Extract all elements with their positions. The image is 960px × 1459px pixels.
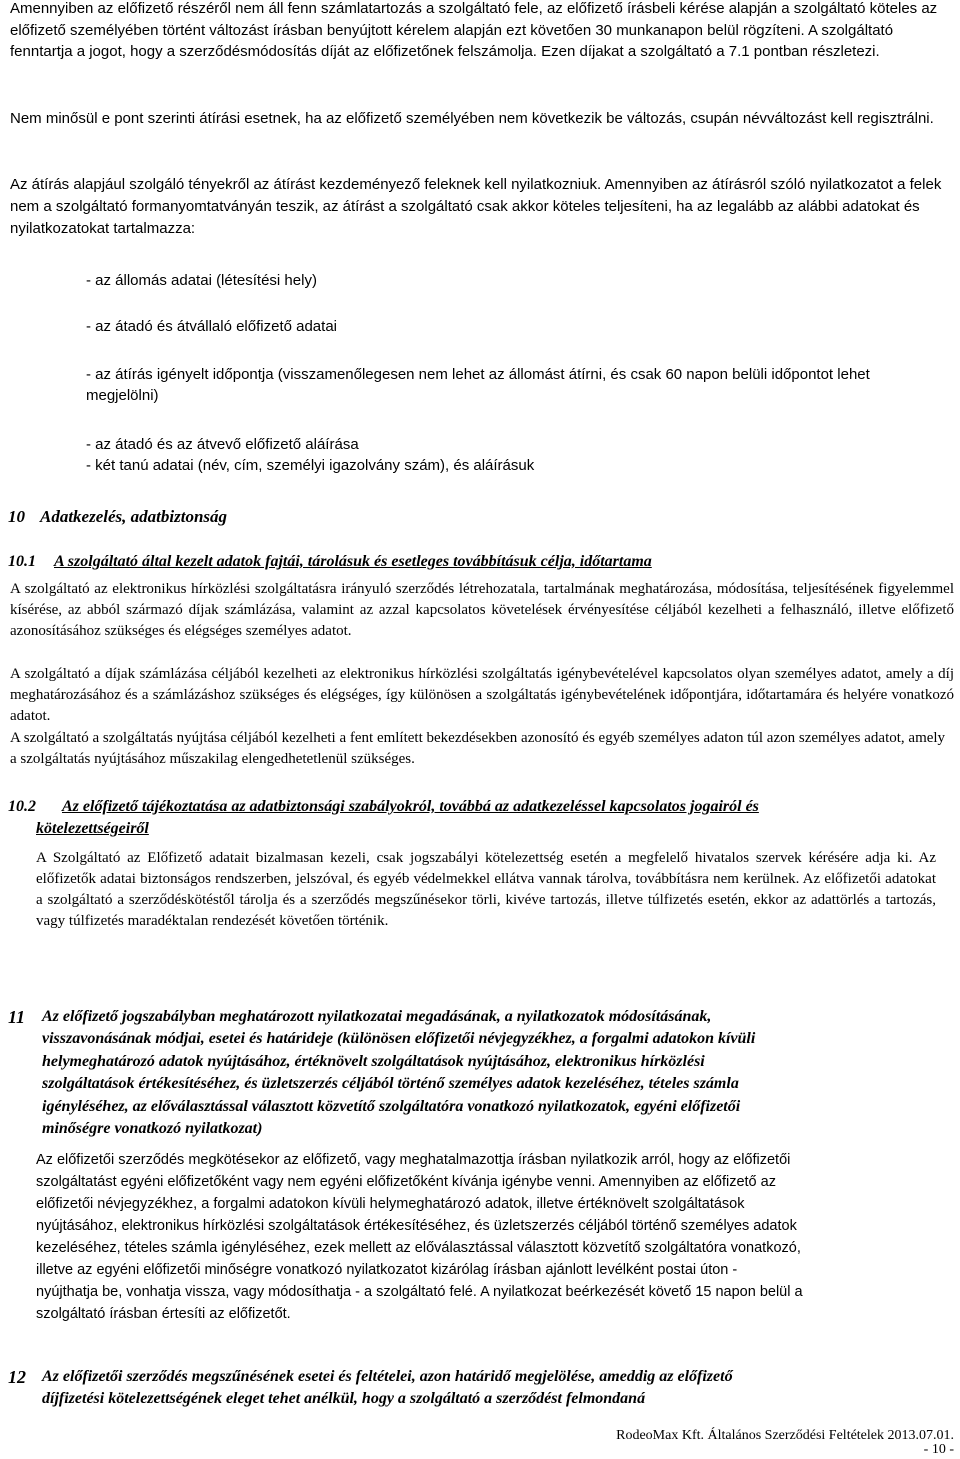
section-12-number: 12 (8, 1367, 26, 1387)
section-11-title-line: Az előfizető jogszabályban meghatározott nyilatkozatai megadásának, a nyilatkozatok módosításának, (42, 1008, 712, 1025)
section-11-body-line: szolgáltató írásban értesíti az előfizetőt. (36, 1306, 291, 1322)
footer-document-info: RodeoMax Kft. Általános Szerződési Feltételek 2013.07.01. (616, 1428, 954, 1443)
section-11-body-line: előfizetői névjegyzékhez, a forgalmi adatokon kívüli helymeghatározó adatok, illetve értéknövelt szolgáltatások (36, 1196, 745, 1212)
section-11-title-line: helymeghatározó adatok nyújtásához, értéknövelt szolgáltatások nyújtásához, elektronikus hírközlési (42, 1053, 705, 1070)
section-11-title-line: szolgáltatások értékesítéséhez, és üzletszerzés céljából történő személyes adatok kezeléséhez, tételes számla (42, 1075, 739, 1092)
list-item: - az állomás adatai (létesítési hely) (86, 272, 317, 289)
section-10-1-paragraph-3: A szolgáltató a szolgáltatás nyújtása céljából kezelheti a fent említett bekezdésekben azonosító és egyéb személyes adaton túl azon személyes adatot, amely a szolgáltatás nyújtásához műszakilag elengedhetetlenül szükséges. (10, 730, 946, 767)
section-11-body-line: nyújthatja be, vonhatja vissza, vagy módosíthatja - a szolgáltató felé. A nyilatkozat beérkezését követő 15 napon belül a (36, 1284, 803, 1300)
intro-paragraph-1: Amennyiben az előfizető részéről nem áll fenn számlatartozás a szolgáltató fele, az előfizető írásbeli kérése alapján a szolgáltató köteles az előfizető személyében történt változást írásban benyújtott kérelem alapján ezt követően 30 munkanapon belül rögzíteni. A szolgáltató fenntartja a jogot, hogy a szerződésmódosítás díját az előfizetőnek felszámolja. Ezen díjakat a szolgáltató a 7.1 pontban részletezi. (10, 0, 938, 60)
section-10-1-number: 10.1 (8, 553, 36, 570)
section-11-body-line: kezeléséhez, tételes számla igényléséhez, ezek mellett az előválasztással választott közvetítő szolgáltatóra vonatkozó, (36, 1240, 801, 1256)
section-10-title: Adatkezelés, adatbiztonság (40, 507, 228, 526)
section-11-body (36, 1149, 956, 1325)
section-12-heading (0, 1366, 960, 1412)
section-10-number: 10 (8, 507, 25, 526)
section-11-title-line: igényléséhez, az előválasztással választott közvetítő szolgáltatóra vonatkozó nyilatkozatok, egyéni előfizetői (42, 1098, 741, 1115)
section-11-number: 11 (8, 1007, 26, 1027)
section-10-2-paragraph-1: A Szolgáltató az Előfizető adatait bizalmasan kezeli, csak jogszabályi kötelezettség esetén a megfelelő hivatalos szervek kérésére adja ki. Az előfizetők adatai biztonságos rendszerben, jelszóval, és egyéb védelmekkel ellátva vannak tárolva, továbbításra nem kerülnek. Az előfizetői adatokat a szolgáltató a szerződéskötéstől tárolja és a szerződés megszűnésekor törli, kivéve tartozás, illetve túlfizetés esetén, ekkor az adattörlés a tartozás, vagy túlfizetés maradéktalan rendezését követően történik. (36, 850, 936, 929)
section-11-body-line: Az előfizetői szerződés megkötésekor az előfizető, vagy meghatalmazottja írásban nyilatkozik arról, hogy az előfizetői (36, 1152, 791, 1168)
list-item: - két tanú adatai (név, cím, személyi igazolvány szám), és aláírásuk (86, 457, 535, 474)
list-item: - az átírás igényelt időpontja (visszamenőlegesen nem lehet az állomást átírni, és csak 60 napon belüli időpontot lehet megjelölni) (86, 366, 870, 404)
list-item: - az átadó és az átvevő előfizető aláírása (86, 436, 359, 453)
intro-paragraph-3: Az átírás alapjául szolgáló tényekről az átírást kezdeményező feleknek kell nyilatkozniuk. Amennyiben az átírásról szóló nyilatkozatot a felek nem a szolgáltató formanyomtatványán teszik, az átírást a szolgáltató csak akkor köteles teljesíteni, ha az legalább az alábbi adatokat és nyilatkozatokat tartalmazza: (10, 176, 942, 237)
section-10-1-paragraph-1: A szolgáltató az elektronikus hírközlési szolgáltatásra irányuló szerződés létrehozatala, tartalmának meghatározása, módosítása, teljesítésének figyelemmel kísérése, az abból származó díjak számlázása, valamint az azzal kapcsolatos követelések érvényesítése céljából kezelheti a felhasználó, illetve előfizető azonosításához szükséges és elégséges személyes adatot. (10, 581, 954, 639)
intro-paragraph-2: Nem minősül e pont szerinti átírási esetnek, ha az előfizető személyében nem következik be változás, csupán névváltozást kell regisztrálni. (10, 110, 934, 127)
section-10-2-number: 10.2 (8, 798, 36, 815)
section-11-title-line: minőségre vonatkozó nyilatkozat) (42, 1120, 263, 1137)
section-11-body-line: szolgáltatást egyéni előfizetőként vagy nem egyéni előfizetőként kívánja igénybe venni. Amennyiben az előfizető az (36, 1174, 776, 1190)
footer-page-number: - 10 - (923, 1442, 954, 1457)
section-12-title-line-1: Az előfizetői szerződés megszűnésének esetei és feltételei, azon határidő megjelölése, ameddig az előfizető (42, 1368, 733, 1385)
list-item: - az átadó és átvállaló előfizető adatai (86, 318, 337, 335)
section-10-1-title: A szolgáltató által kezelt adatok fajtái, tárolásuk és esetleges továbbításuk célja, időtartama (54, 553, 652, 570)
section-11-heading (0, 1006, 960, 1146)
section-10-2-title-line-2: kötelezettségeiről (36, 820, 149, 837)
section-12-title-line-2: díjfizetési kötelezettségének eleget tehet anélkül, hogy a szolgáltató a szerződést felmondaná (42, 1390, 646, 1407)
section-11-body-line: illetve az egyéni előfizetői minőségre vonatkozó nyilatkozatot kizárólag írásban ajánlott levélként postai úton - (36, 1262, 738, 1278)
section-11-body-line: nyújtásához, elektronikus hírközlési szolgáltatások értékesítéséhez, és üzletszerzés céljából történő személyes adatok (36, 1218, 797, 1234)
section-10-2-title-line-1: Az előfizető tájékoztatása az adatbiztonsági szabályokról, továbbá az adatkezeléssel kapcsolatos jogairól és (62, 798, 759, 815)
section-10-2-heading (0, 796, 960, 844)
section-10-1-paragraph-2: A szolgáltató a díjak számlázása céljából kezelheti az elektronikus hírközlési szolgáltatás igénybevételével kapcsolatos olyan személyes adatot, amely a díj meghatározásához és a számlázáshoz szükséges és elégséges, így különösen a szolgáltatás igénybevételének időpontjára, időtartamára és helyére vonatkozó adatot. (10, 666, 954, 724)
section-11-title-line: visszavonásának módjai, esetei és határideje (különösen előfizetői névjegyzékhez, a forgalmi adatokon kívüli (42, 1030, 756, 1047)
